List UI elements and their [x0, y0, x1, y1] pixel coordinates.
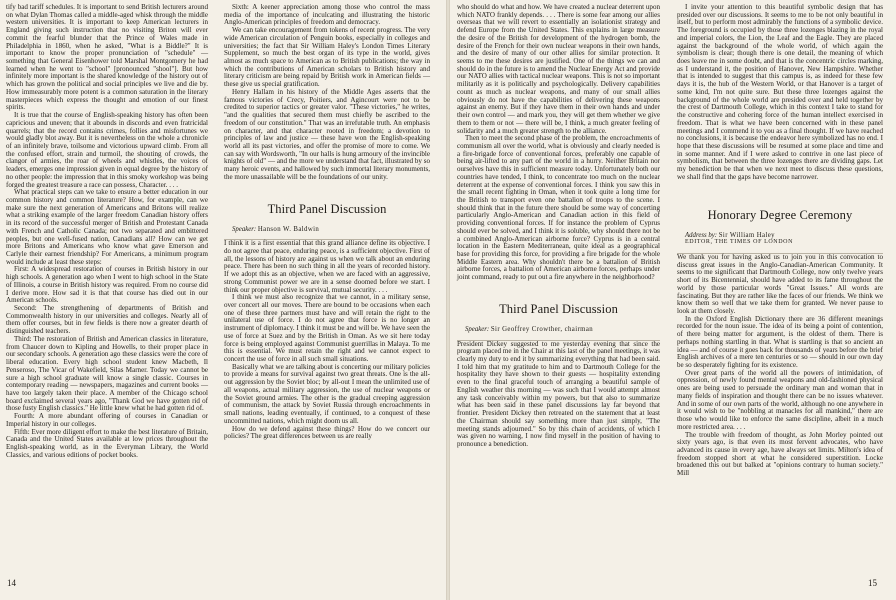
- speaker-name: Sir Geoffrey Crowther, chairman: [490, 325, 594, 333]
- paragraph: Then to meet the second phase of the problem, the encroachments of communism all over the world, what is obviously and clearly needed is a fire-brigade force of conventional forces, preferably one capable of being air-lifted to any part of the world in a hurry. Neither Britain nor ourselves have this in sufficient measure today. Unfortunately both our countries have tended, I think, to concentrate too much on the nuclear deterrent at the expense of conventional forces. I think you saw this in the small recent fighting in Oman, when it took quite a long time for the British to transport even one battalion of troops to the scene. I should think that in the future there should be some way of concerting particularly Anglo-American and Canadian action in this field of providing conventional forces. If for instance the problem of Cyprus should ever be solved, and I think it is soluble, why should there not be a combined Anglo-American airborne force? Cyprus is in a central location in the Eastern Mediterranean, quite ideal as a geographical base for providing this force, for providing a fire brigade for the whole Middle Eastern area. Why shouldn't there be a battalion of British airborne forces, a battalion of American airborne forces, perhaps under joint command, ready to put out a fire anywhere in the neighborhood?: [457, 134, 660, 282]
- paragraph: Fourth: A more abundant offering of courses in Canadian or Imperial history in our colleges.: [6, 412, 208, 428]
- left-column-1: [6, 4, 208, 459]
- paragraph: I think we must also recognize that we cannot, in a military sense, over concert all our moves. There are bound to be occasions when each one of these three partners must have and will retain the right to the unilateral use of force. I do not agree that force is no longer an instrument of diplomacy. I think it must be and will be. We have seen the use of force at Suez and by the British in Oman. As we sit here today force is being employed against Communist guerrillas in Malaya. To me this is essential. We must retain the right and we cannot expect to concert the use of force in all such small situations.: [224, 293, 430, 364]
- speaker-name: Hanson W. Baldwin: [257, 225, 320, 233]
- paragraph: It is true that the course of English-speaking history has often been capricious and uneven; that it abounds in discords and even fratricidal quarrels; that the record contains crimes, follies and misfortunes we would gladly blot away. But it is nevertheless on the whole a chronicle of an infinitely brave, toilsome and victorious upward climb. From all the confused effort, strain and turmoil, the shouting of crowds, the clangor of armies, the roar of wheels and whistles, the voices of leaders, emerges one impression given in equal degree by the history of no other people: the impression that in this smoky workshop was being forged the greatest treasure a race can possess, Character. . . .: [6, 111, 208, 189]
- section-heading: Third Panel Discussion: [267, 201, 387, 216]
- speaker-label: Speaker:: [465, 325, 490, 333]
- paragraph: We thank you for having asked us to join you in this convocation to discuss great issues in the Anglo-Canadian-American Community. It seems to me significant that Dartmouth College, now only twelve years short of its Bicentennial, should have added to its fame throughout the world by those particular words "Great Issues." All words are fascinating. But they are rather like the faces of our friends. We think we know them so well that we take them for granted. We never pause to look at them closely.: [677, 252, 883, 315]
- right-page: [450, 0, 896, 600]
- paragraph: The trouble with freedom of thought, as John Morley pointed out sixty years ago, is that even its most fervent advocates, who have advanced its cause in every age, have always set limits. Milton's idea of freedom stopped short at what he considered superstition. Locke broadened this out but balked at "opinions contrary to human society." Mill: [677, 430, 883, 478]
- page-number: 15: [868, 578, 877, 588]
- paragraph: How do we defend against these things? How do we concert our policies? The great differences between us are really: [224, 424, 430, 441]
- paragraph: First: A widespread restoration of courses in British history in our high schools. A generation ago when I went to high school in the State of Illinois, a course in British history was required. From no course did I derive more. How sad it is that that course has died out in our American schools.: [6, 265, 208, 305]
- address-line: [677, 232, 883, 240]
- section-heading: Honorary Degree Ceremony: [707, 207, 853, 222]
- paragraph: Fifth: Ever more diligent effort to make the best literature of Britain, Canada and the United States available at low prices throughout the English-speaking world, as in the Everyman Library, the World Classics, and various editions of pocket books.: [6, 427, 208, 459]
- right-column-2: [677, 4, 883, 478]
- paragraph: who should do what and how. We have created a nuclear deterrent upon which NATO frankly depends. . . . There is some fear among our allies overseas that we will revert to essentially an isolationist strategy and defend Europe from the United States. This explains in large measure the desire of the British for development of the hydrogen bomb, the desire of the French for their own nuclear weapons in their own hands, and the desire of many of our other allies for similar protection. It seems to me these desires are justified. One of the things we can and should do in the future is to amend the Nuclear Energy Act and provide our NATO allies with tactical nuclear weapons. This is not so important militarily as it is politically and psychologically. Delivery capabilities count as much as nuclear weapons, and many of our small allies obviously do not have the capabilities of delivering these weapons against an enemy. But if they have them in their own hands and under their own control — and mark you, they will get them whether we give them to them or not — there will be, I think, a much greater feeling of solidarity and a much greater strength to the alliance.: [457, 3, 660, 135]
- address-label: Address by:: [685, 231, 718, 239]
- paragraph: In the Oxford English Dictionary there are 36 different meanings recorded for the noun issue. The idea of its being a point of contention, of there being matter for argument, is the oldest of them. There is perhaps nothing startling in that. What is startling is that so ancient an idea — and of course it goes back for thousands of years before the brief English archives of a mere ten centuries or so — should in our own day be so desperately fighting for its existence.: [677, 314, 883, 370]
- address-name: Sir William Haley: [718, 231, 775, 239]
- affiliation: EDITOR, THE TIMES OF LONDON: [685, 239, 794, 246]
- paragraph: I invite your attention to this beautiful symbolic design that has presided over our discussions. It seems to me to be not only beautiful in itself, but to perform most admirably the functions of a symbolic device. The foreground is occupied by those three lozenges blazing in the royal and imperial colors, the Lion, the Leaf and the Eagle. They are placed against the background of the whole world, of which again the symbolism is clear; though there is one detail, the meaning of which does leave me in some doubt, and that is the concentric circles marking, as I understand it, the position of Hanover, New Hampshire. Whether that is intended to suggest that this campus is, as indeed for these few days it is, the hub of the Western World, or that Hanover is a target of some kind, I'm not quite sure. But these three lozenges against the background of the whole world are presided over and held together by the crest of Dartmouth College, which in this context I take to stand for the constructive and cohering force of the human intellect exercised in freedom. That is what we have been concerned with in these panel meetings and I commend it to you as a final thought. If we have reached no conclusions, it is because the endeavor here symbolized has no end. I hope that these discussions will be resumed at some place and time and in some manner. And if I were asked to contrive in one last piece of symbolism, that between the three lozenges there are dividing gaps. Let my benediction be that when we next meet to discuss these questions, we shall find that the gaps have become narrower.: [677, 3, 883, 181]
- speaker-line: [224, 226, 430, 234]
- left-page: [0, 0, 446, 600]
- paragraph: Henry Hallam in his history of the Middle Ages asserts that the famous victories of Crecy, Poitiers, and Agincourt were not to be credited to superior tactics or greater valor. "These victories," he writes, "and the qualities that secured them must chiefly be ascribed to the freedom of our constitution." That was an irrefutable truth. An emphasis on character, and that character rooted in freedom; a devotion to principles of law and justice — these have won the English-speaking world all its past victories, and offer the promise of more to come. We can say with Wordsworth, "In our halls is hung armoury of the invincible knights of old" — and the more we understand that fact, illustrated by so many heroic events, and hallowed by such immortal literary monuments, the more unassailable will be the foundations of our unity.: [224, 87, 430, 181]
- paragraph: President Dickey suggested to me yesterday evening that since the program placed me in the Chair at this last of the panel meetings, it was clearly my duty to end it by summarizing everything that had been said. I told him that my gratitude to him and to Dartmouth College for the hospitality they have shown to their guests — hospitality extending even to the final graceful touch of arranging a beautiful sample of English weather this morning — was such that I would attempt almost any task conceivably within my powers, but that also to summarize what has been said in these panel discussions lay far beyond that frontier. President Dickey then retreated on the statement that at least the Chairman should say something more than just simply, "The meeting stands adjourned." So by this chain of accidents, of which I was given no warning, I now find myself in the position of having to pronounce a benediction.: [457, 339, 660, 448]
- paragraph: Third: The restoration of British and American classics in literature, from Chaucer down to Kipling and Howells, to their proper place in our secondary schools. A generation ago these classics were the core of liberal education. Every high school student knew Macbeth, Il Penseroso, The Vicar of Wakefield, Silas Marner. Today we cannot be sure a high school graduate will know a single classic. Courses in contemporary reading — newspapers, magazines and current books — have too largely taken their place. A member of the Chicago school board exclaimed several years ago, "Thank God we have gotten rid of those fusty English classics." He little knew what he had gotten rid of.: [6, 334, 208, 413]
- paragraph: What practical steps can we take to ensure a better education in our common history and common literature? How, for example, can we make sure the next generation of Americans and Britons will realize what a striking example of the larger freedom Canadian history offers in its record of the successful merger of British and Protestant Canada with French and Catholic Canada; not two separated and embittered peoples, but one well-fused nation, Canadians all? How can we get more Britons and Americans who know what gave Emerson and Carlyle their earnest friendship? For Americans, a minimum program would include at least these steps:: [6, 188, 208, 266]
- right-column-1: [457, 4, 660, 449]
- paragraph: tify bad tariff schedules. It is important to send British lecturers around on what Dylan Thomas called a middle-aged whisk through the middle western universities. It is important to keep American lecturers in England giving such instruction that no visiting Briton will ever commit the fearful blunder that the Prince of Wales made in Philadelphia in 1860, when he asked, "What is a Biddle?" It is important to know the proper pronunciation of "schedule" — something that General Eisenhower told Marshal Montgomery he had learned when he went to "school" [pronounced "shool"]. But how infinitely more important is the shared knowledge of the history out of which has grown the political and social principles we live and die by. How immeasurably more potent is a common saturation in the literary masterpieces which express the thought and emotion of our finest spirits.: [6, 3, 208, 112]
- paragraph: Sixth: A keener appreciation among those who control the mass media of the importance of inculcating and illustrating the historic Anglo-American principles of freedom and democracy.: [224, 3, 430, 27]
- section-heading: Third Panel Discussion: [499, 301, 618, 316]
- speaker-line: [457, 326, 660, 334]
- paragraph: Over great parts of the world all the powers of intimidation, of oppression, of newly found mental weapons and old-fashioned physical ones are being used to persuade the ordinary man and woman that in many fields of inspiration and thought there can be no issues whatever. And in some of our own parts of the world, although no one anywhere in it would wish to be "nobbling at manacles for all mankind," there are those who would like to enforce the same discipline, albeit in a much more restricted area. . . .: [677, 368, 883, 431]
- left-column-2: [224, 4, 430, 441]
- paragraph: We can take encouragement from tokens of recent progress. The very wide American circulation of Penguin books, especially in colleges and universities; the fact that Sir William Haley's London Times Literary Supplement, so much the best organ of its type in the world, gives almost as much space to American as to British publications; the way in which the contributions of American scholars to British history and literary criticism are being repaid by British work in American fields — these give us special gratification.: [224, 26, 430, 89]
- paragraph: Basically what we are talking about is concerting our military policies to provide a means for survival against two great threats. One is the all-out aggression by the Soviet bloc; by all-out I mean the unlimited use of all weapons, actual military aggression, the use of nuclear weapons or the Soviet ground armies. The other is the gradual creeping aggression of communism, the attack by Soviet Russia through encroachments in small nations, leading eventually, if continued, to a conquest of these uncommitted nations, which might doom us all.: [224, 362, 430, 425]
- paragraph: Second: The strengthening of departments of British and Commonwealth history in our universities and colleges. Nearly all of them offer courses, but in few fields is there now a greater dearth of distinguished teachers.: [6, 304, 208, 336]
- page-number: 14: [7, 578, 16, 588]
- paragraph: I think it is a first essential that this grand alliance define its objective. I do not agree that peace, enduring peace, is a sufficient objective. First of all, the lessons of history are against us when we talk about an enduring peace. There has been no such thing in all the years of recorded history. If we adopt this as an objective, when we are faced with an aggressive, strong Communist power we are in a sense doomed before we start. I think our proper objective is survival, mutual security. . . .: [224, 239, 430, 294]
- speaker-label: Speaker:: [232, 225, 257, 233]
